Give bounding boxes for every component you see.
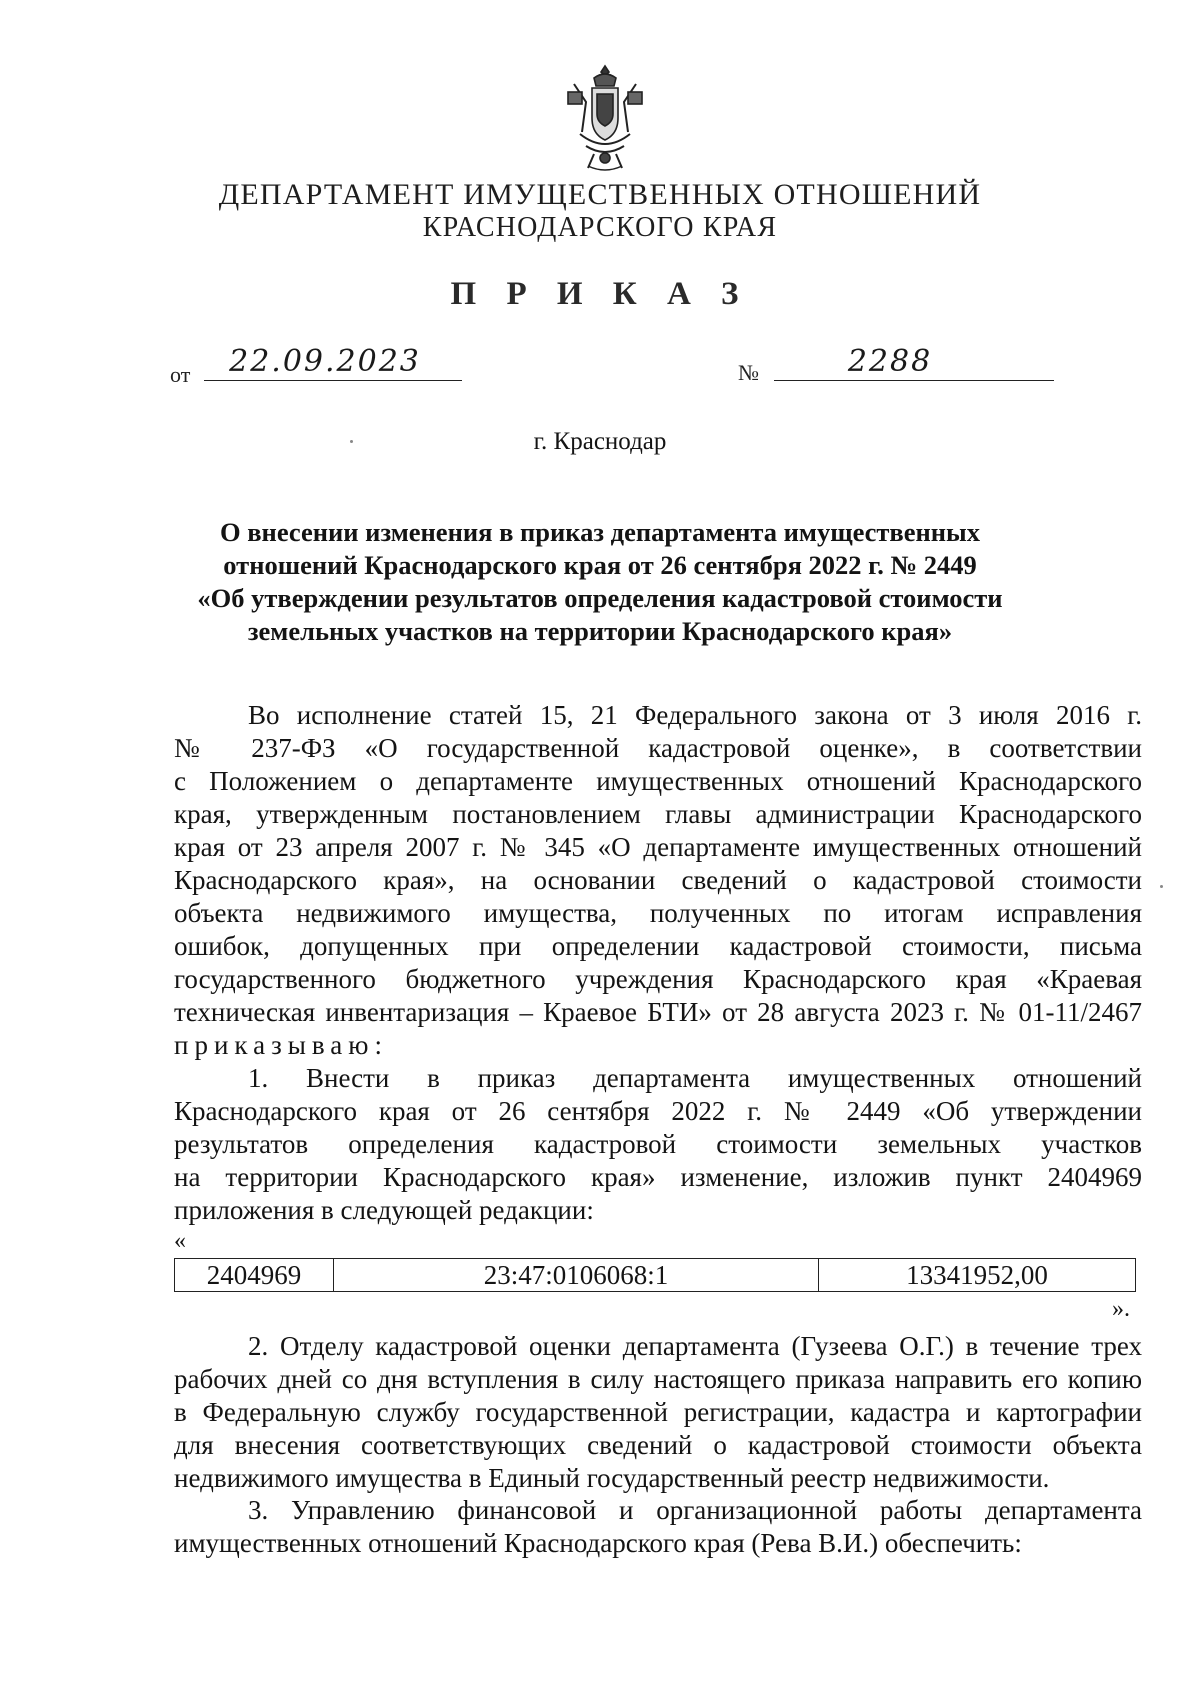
cadastral-value-cell: 13341952,00 bbox=[819, 1259, 1136, 1292]
item-number-cell: 2404969 bbox=[175, 1259, 334, 1292]
body-line: результатов определения кадастровой стоимости земельных участков bbox=[174, 1129, 1142, 1159]
body-line: 1. Внести в приказ департамента имущественных отношений bbox=[248, 1063, 1142, 1093]
body-line: № 237-ФЗ «О государственной кадастровой оценке», в соответствии bbox=[174, 733, 1142, 763]
body-line: края от 23 апреля 2007 г. № 345 «О департаменте имущественных отношений bbox=[174, 832, 1142, 862]
body-line: в Федеральную службу государственной регистрации, кадастра и картографии bbox=[174, 1397, 1142, 1427]
date-prefix: от bbox=[170, 362, 191, 387]
number-underline bbox=[774, 380, 1054, 381]
table-row bbox=[175, 1259, 1136, 1292]
body-line: приложения в следующей редакции: bbox=[174, 1195, 594, 1225]
body-line: имущественных отношений Краснодарского края (Рева В.И.) обеспечить: bbox=[174, 1528, 1022, 1558]
body-line: 3. Управлению финансовой и организационной работы департамента bbox=[248, 1495, 1142, 1525]
cadastral-value-table bbox=[174, 1258, 1136, 1292]
body-line: Краснодарского края», на основании сведений о кадастровой стоимости bbox=[174, 865, 1142, 895]
closing-quote: ». bbox=[1112, 1296, 1130, 1322]
body-line: для внесения соответствующих сведений о кадастровой стоимости объекта bbox=[174, 1430, 1142, 1460]
number-prefix: № bbox=[738, 360, 759, 385]
department-name-line-2: КРАСНОДАРСКОГО КРАЯ bbox=[422, 212, 778, 243]
body-line: с Положением о департаменте имущественных отношений Краснодарского bbox=[174, 766, 1142, 796]
body-line: края, утвержденным постановлением главы администрации Краснодарского bbox=[174, 799, 1142, 829]
body-line: недвижимого имущества в Единый государственный реестр недвижимости. bbox=[174, 1463, 1050, 1493]
title-line: О внесении изменения в приказ департамента имущественных bbox=[220, 517, 980, 547]
handwritten-number: 2288 bbox=[847, 344, 933, 379]
order-verb: приказываю: bbox=[174, 1030, 388, 1060]
item-3 bbox=[174, 1494, 1142, 1560]
body-line: техническая инвентаризация – Краевое БТИ» от 28 августа 2023 г. № 01-11/2467 bbox=[174, 997, 1142, 1027]
coat-of-arms-icon bbox=[564, 62, 646, 174]
body-line: на территории Краснодарского края» изменение, изложив пункт 2404969 bbox=[174, 1162, 1142, 1192]
cadastral-number-cell: 23:47:0106068:1 bbox=[334, 1259, 819, 1292]
scan-speck bbox=[1160, 885, 1163, 888]
title-line: отношений Краснодарского края от 26 сентября 2022 г. № 2449 bbox=[223, 550, 977, 580]
title-line: «Об утверждении результатов определения кадастровой стоимости bbox=[197, 583, 1003, 613]
document-type-heading: П Р И К А З bbox=[450, 276, 750, 312]
title-line: земельных участков на территории Краснодарского края» bbox=[247, 616, 953, 646]
body-line: ошибок, допущенных при определении кадастровой стоимости, письма bbox=[174, 931, 1142, 961]
opening-quote: « bbox=[174, 1228, 186, 1254]
body-line: 2. Отделу кадастровой оценки департамента (Гузеева О.Г.) в течение трех bbox=[248, 1331, 1142, 1361]
body-line: государственного бюджетного учреждения Краснодарского края «Краевая bbox=[174, 964, 1142, 994]
date-underline bbox=[204, 380, 462, 381]
item-2 bbox=[174, 1330, 1142, 1495]
preamble-and-item-1 bbox=[174, 699, 1142, 1227]
body-line: Краснодарского края от 26 сентября 2022 г. № 2449 «Об утверждении bbox=[174, 1096, 1142, 1126]
body-line: рабочих дней со дня вступления в силу настоящего приказа направить его копию bbox=[174, 1364, 1142, 1394]
body-line: объекта недвижимого имущества, полученных по итогам исправления bbox=[174, 898, 1142, 928]
handwritten-date: 22.09.2023 bbox=[229, 344, 421, 379]
department-name-line-1: ДЕПАРТАМЕНТ ИМУЩЕСТВЕННЫХ ОТНОШЕНИЙ bbox=[218, 178, 982, 211]
order-title bbox=[150, 516, 1050, 648]
city-name: г. Краснодар bbox=[533, 428, 667, 455]
body-line: Во исполнение статей 15, 21 Федерального закона от 3 июля 2016 г. bbox=[248, 700, 1142, 730]
scan-speck bbox=[350, 440, 353, 443]
